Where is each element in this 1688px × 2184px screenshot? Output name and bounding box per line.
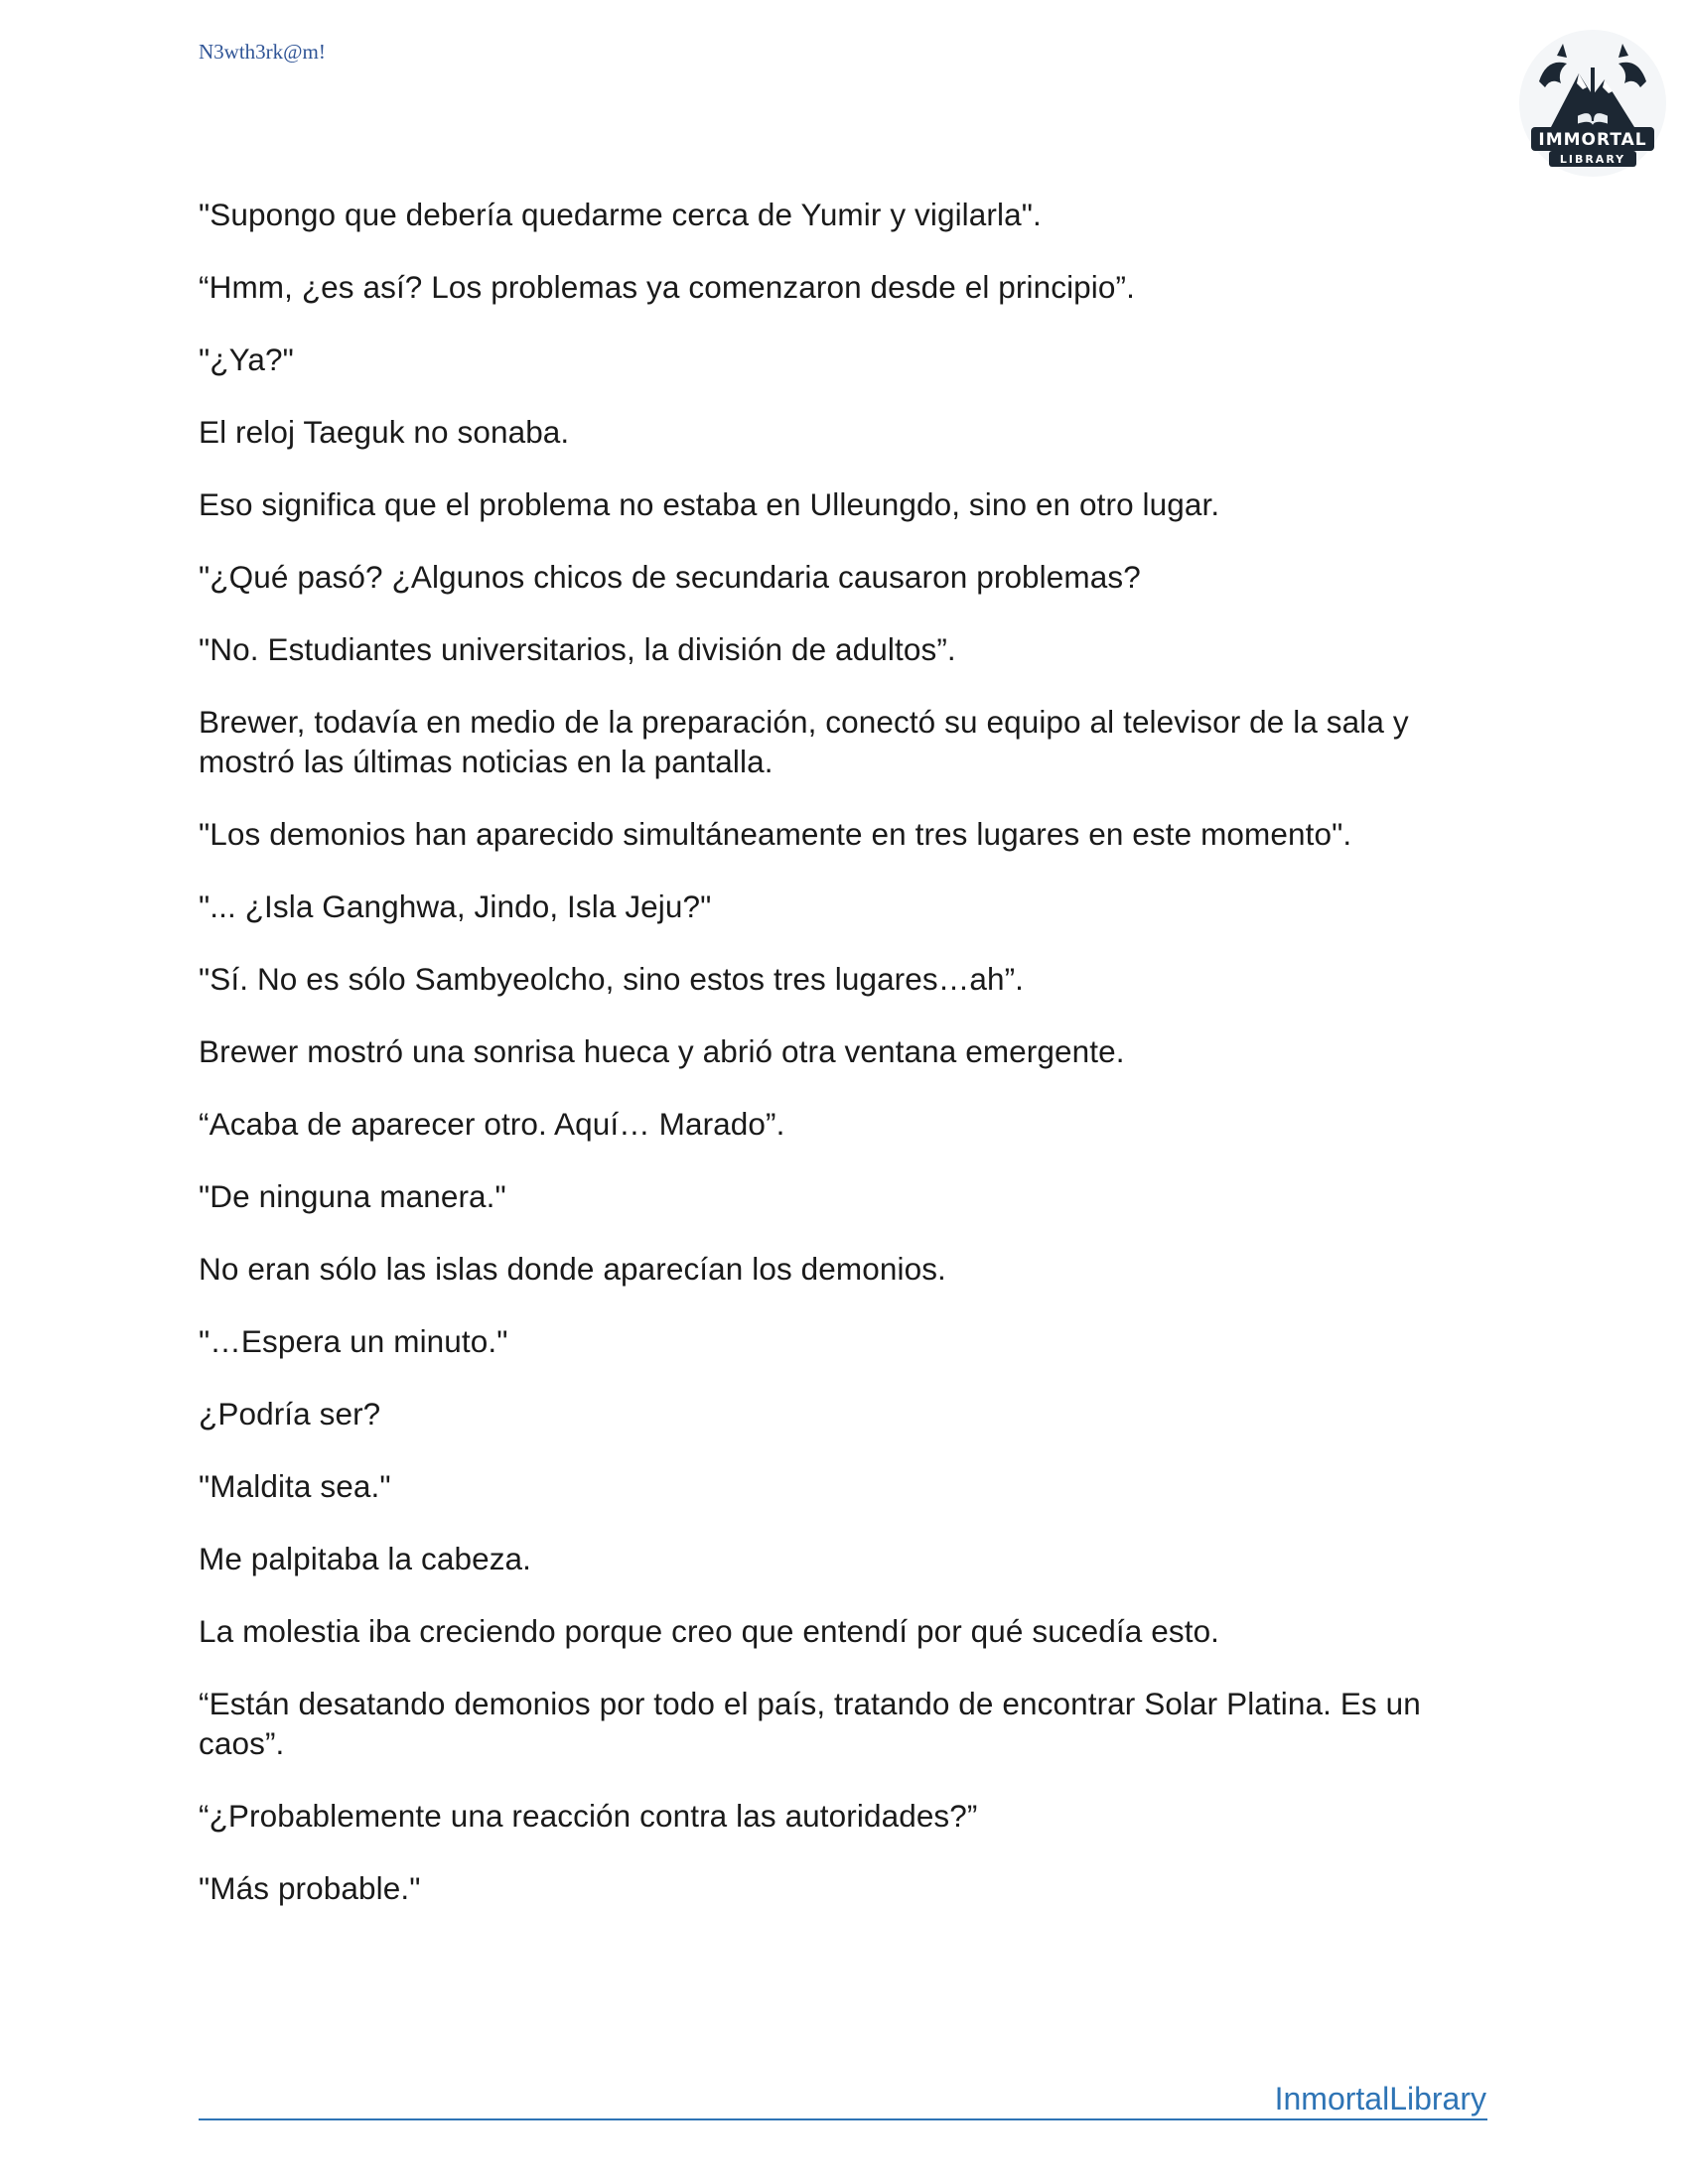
immortal-library-logo-icon [1517,28,1668,179]
paragraph: No eran sólo las islas donde aparecían los demonios. [199,1251,946,1287]
logo-line-2: LIBRARY [1559,153,1626,166]
paragraph: "¿Qué pasó? ¿Algunos chicos de secundaria causaron problemas? [199,559,1141,595]
paragraph: ¿Podría ser? [199,1396,381,1432]
paragraph: “Están desatando demonios por todo el país, tratando de encontrar Solar Platina. Es un caos”. [199,1686,1421,1761]
header-identifier: N3wth3rk@m! [199,40,326,64]
footer-library-link[interactable]: InmortalLibrary [1274,2081,1486,2116]
document-body [199,195,1489,1941]
paragraph: La molestia iba creciendo porque creo que entendí por qué sucedía esto. [199,1613,1220,1649]
paragraph: "…Espera un minuto." [199,1323,508,1359]
paragraph: “¿Probablemente una reacción contra las autoridades?” [199,1798,978,1834]
paragraph: El reloj Taeguk no sonaba. [199,414,570,450]
paragraph: "Supongo que debería quedarme cerca de Yumir y vigilarla". [199,197,1042,232]
paragraph: “Hmm, ¿es así? Los problemas ya comenzaron desde el principio”. [199,269,1135,305]
paragraph: “Acaba de aparecer otro. Aquí… Marado”. [199,1106,785,1142]
paragraph: "Los demonios han aparecido simultáneamente en tres lugares en este momento". [199,816,1352,852]
paragraph: "... ¿Isla Ganghwa, Jindo, Isla Jeju?" [199,888,712,924]
paragraph: Me palpitaba la cabeza. [199,1541,532,1576]
paragraph: "Sí. No es sólo Sambyeolcho, sino estos tres lugares…ah”. [199,961,1025,997]
paragraph: Brewer, todavía en medio de la preparación, conectó su equipo al televisor de la sala y mostró las últimas noticias en la pantalla. [199,704,1409,779]
paragraph: Brewer mostró una sonrisa hueca y abrió otra ventana emergente. [199,1033,1125,1069]
logo-line-1: IMMORTAL [1538,130,1647,150]
footer-divider [199,2118,1487,2120]
immortal-library-logo [1517,28,1668,179]
paragraph: "Más probable." [199,1870,421,1906]
paragraph: Eso significa que el problema no estaba en Ulleungdo, sino en otro lugar. [199,486,1220,522]
paragraph: "No. Estudiantes universitarios, la división de adultos”. [199,631,956,667]
paragraph: "Maldita sea." [199,1468,391,1504]
paragraph: "De ninguna manera." [199,1178,506,1214]
paragraph: "¿Ya?" [199,341,294,377]
